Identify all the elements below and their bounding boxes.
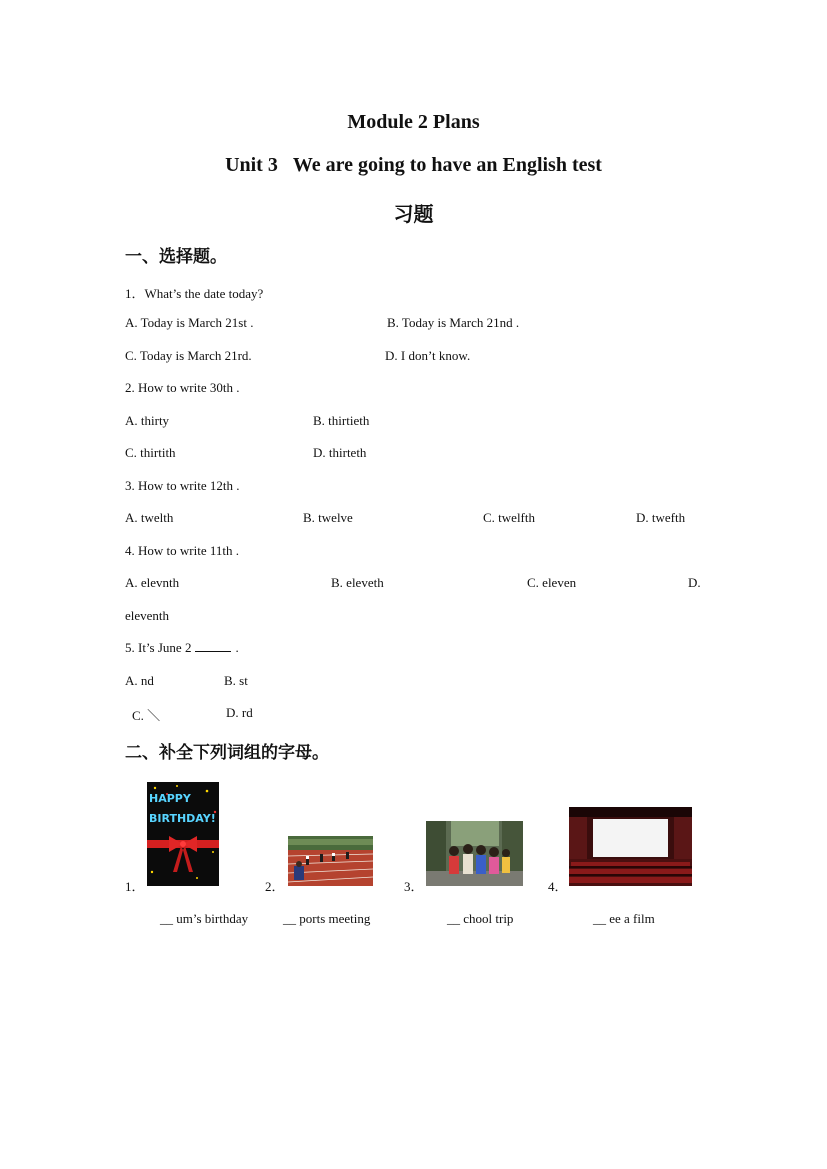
cinema-hall-graphic bbox=[569, 807, 692, 886]
q5-option-b: B. st bbox=[224, 673, 248, 688]
sports-meeting-image bbox=[288, 836, 373, 886]
item-3-caption: __ chool trip bbox=[447, 911, 514, 926]
q2-option-a: A. thirty bbox=[125, 413, 170, 428]
item-1-number: 1． bbox=[125, 879, 145, 894]
cinema-image bbox=[569, 807, 692, 886]
q1-option-a: A. Today is March 21st . bbox=[125, 315, 254, 330]
q1-option-c: C. Today is March 21rd. bbox=[125, 348, 252, 363]
birthday-card-lettering: HAPPY BIRTHDAY! bbox=[149, 792, 216, 825]
q4-option-a: A. elevnth bbox=[125, 575, 180, 590]
q1-option-d: D. I don’t know. bbox=[385, 348, 471, 363]
section-1-heading: 一、选择题。 bbox=[125, 247, 227, 267]
q2-option-c: C. thirtith bbox=[125, 445, 176, 460]
q2-option-d: D. thirteth bbox=[313, 445, 367, 460]
q3-option-d: D. twefth bbox=[636, 510, 686, 525]
q4-stem: 4. How to write 11th . bbox=[125, 543, 239, 558]
running-track-graphic bbox=[288, 836, 373, 886]
happy-birthday-image bbox=[147, 782, 219, 886]
q5-stem-period: . bbox=[235, 640, 239, 655]
school-trip-image bbox=[426, 821, 523, 886]
q3-option-c: C. twelfth bbox=[483, 510, 535, 525]
q1-stem: 1．What’s the date today? bbox=[125, 286, 264, 301]
q5-stem-text: 5. It’s June 2 bbox=[125, 640, 192, 655]
item-4-number: 4． bbox=[548, 879, 568, 894]
q2-stem: 2. How to write 30th . bbox=[125, 380, 240, 395]
q5-stem bbox=[125, 640, 239, 656]
q5-option-a: A. nd bbox=[125, 673, 154, 688]
exercise-label: 习题 bbox=[393, 204, 434, 226]
item-2-caption: __ ports meeting bbox=[283, 911, 371, 926]
q1-option-b: B. Today is March 21nd . bbox=[387, 315, 520, 330]
unit-title: Unit 3 We are going to have an English test bbox=[225, 154, 602, 176]
q5-option-c: C. ＼ bbox=[132, 708, 161, 723]
q4-option-b: B. eleveth bbox=[331, 575, 384, 590]
item-1-caption: __ um’s birthday bbox=[160, 911, 249, 926]
module-title: Module 2 Plans bbox=[347, 111, 480, 133]
item-4-caption: __ ee a film bbox=[593, 911, 655, 926]
q2-option-b: B. thirtieth bbox=[313, 413, 370, 428]
q5-blank bbox=[195, 640, 231, 652]
q3-option-a: A. twelth bbox=[125, 510, 174, 525]
item-3-number: 3． bbox=[404, 879, 424, 894]
children-trip-graphic bbox=[426, 821, 523, 886]
q4-option-d: D. bbox=[688, 575, 701, 590]
q4-option-d-continued: eleventh bbox=[125, 608, 170, 623]
item-2-number: 2． bbox=[265, 879, 285, 894]
q3-stem: 3. How to write 12th . bbox=[125, 478, 240, 493]
q3-option-b: B. twelve bbox=[303, 510, 353, 525]
section-2-heading: 二、补全下列词组的字母。 bbox=[125, 743, 329, 763]
q4-option-c: C. eleven bbox=[527, 575, 577, 590]
q5-option-d: D. rd bbox=[226, 705, 253, 720]
